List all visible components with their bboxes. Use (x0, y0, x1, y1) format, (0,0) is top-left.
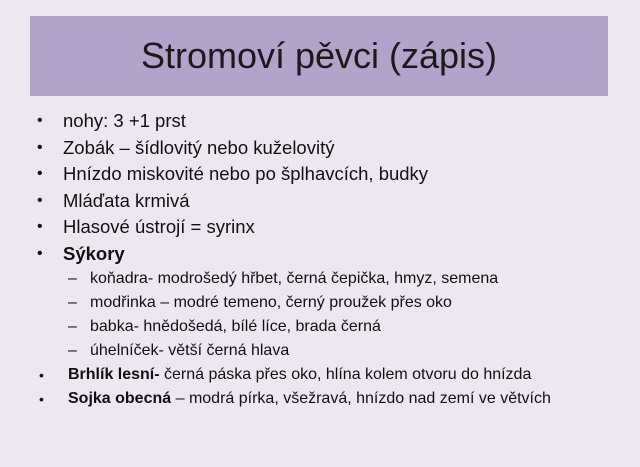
bullet-icon: • (37, 138, 43, 156)
bullet-icon: • (37, 244, 43, 262)
bullet-icon: • (37, 165, 43, 182)
title-box (30, 16, 608, 96)
sojka-name: Sojka obecná (68, 390, 172, 407)
dash-icon: – (68, 342, 77, 359)
sub-bullet-text: úhelníček- větší černá hlava (90, 342, 290, 359)
bullet-item-brhlik (30, 363, 630, 387)
brhlik-name: Brhlík lesní- (68, 366, 160, 383)
sub-bullet-item (30, 315, 630, 339)
bullet-item (30, 108, 630, 135)
bullet-item (30, 135, 630, 162)
bullet-item (30, 188, 630, 215)
bullet-icon: • (37, 191, 43, 209)
bullet-text: Zobák – šídlovitý nebo kuželovitý (63, 136, 335, 158)
bullet-item (30, 161, 630, 188)
sub-bullet-text: koňadra- modrošedý hřbet, černá čepička, hmyz, semena (90, 270, 499, 287)
sub-bullet-text: babka- hnědošedá, bílé líce, brada černá (90, 318, 381, 335)
sub-bullet-item (30, 339, 630, 363)
slide-title: Stromoví pěvci (zápis) (140, 35, 498, 76)
bullet-text: Hnízdo miskovité nebo po šplhavcích, budky (63, 163, 429, 184)
bullet-text: nohy: 3 +1 prst (63, 110, 186, 131)
bullet-icon: • (37, 218, 43, 235)
bullet-text: Hlasové ústrojí = syrinx (63, 216, 255, 237)
bullet-item-sojka (30, 387, 630, 411)
sub-bullet-item (30, 291, 630, 315)
bullet-item-sykory (30, 241, 630, 268)
dash-icon: – (68, 294, 77, 311)
sub-bullet-text: modřinka – modré temeno, černý proužek přes oko (90, 294, 452, 311)
brhlik-description: černá páska přes oko, hlína kolem otvoru do hnízda (159, 366, 532, 383)
slide-content (30, 108, 630, 411)
sub-bullet-item (30, 267, 630, 291)
dash-icon: – (68, 318, 77, 335)
bullet-item (30, 214, 630, 241)
sojka-description: – modrá pírka, všežravá, hnízdo nad zemí ve větvích (171, 390, 551, 407)
sykory-heading: Sýkory (63, 242, 125, 264)
bullet-icon: • (37, 112, 43, 129)
dash-icon: – (68, 270, 77, 287)
bullet-icon: • (39, 391, 44, 407)
bullet-text: Mláďata krmivá (63, 189, 190, 211)
bullet-icon: • (39, 367, 44, 383)
